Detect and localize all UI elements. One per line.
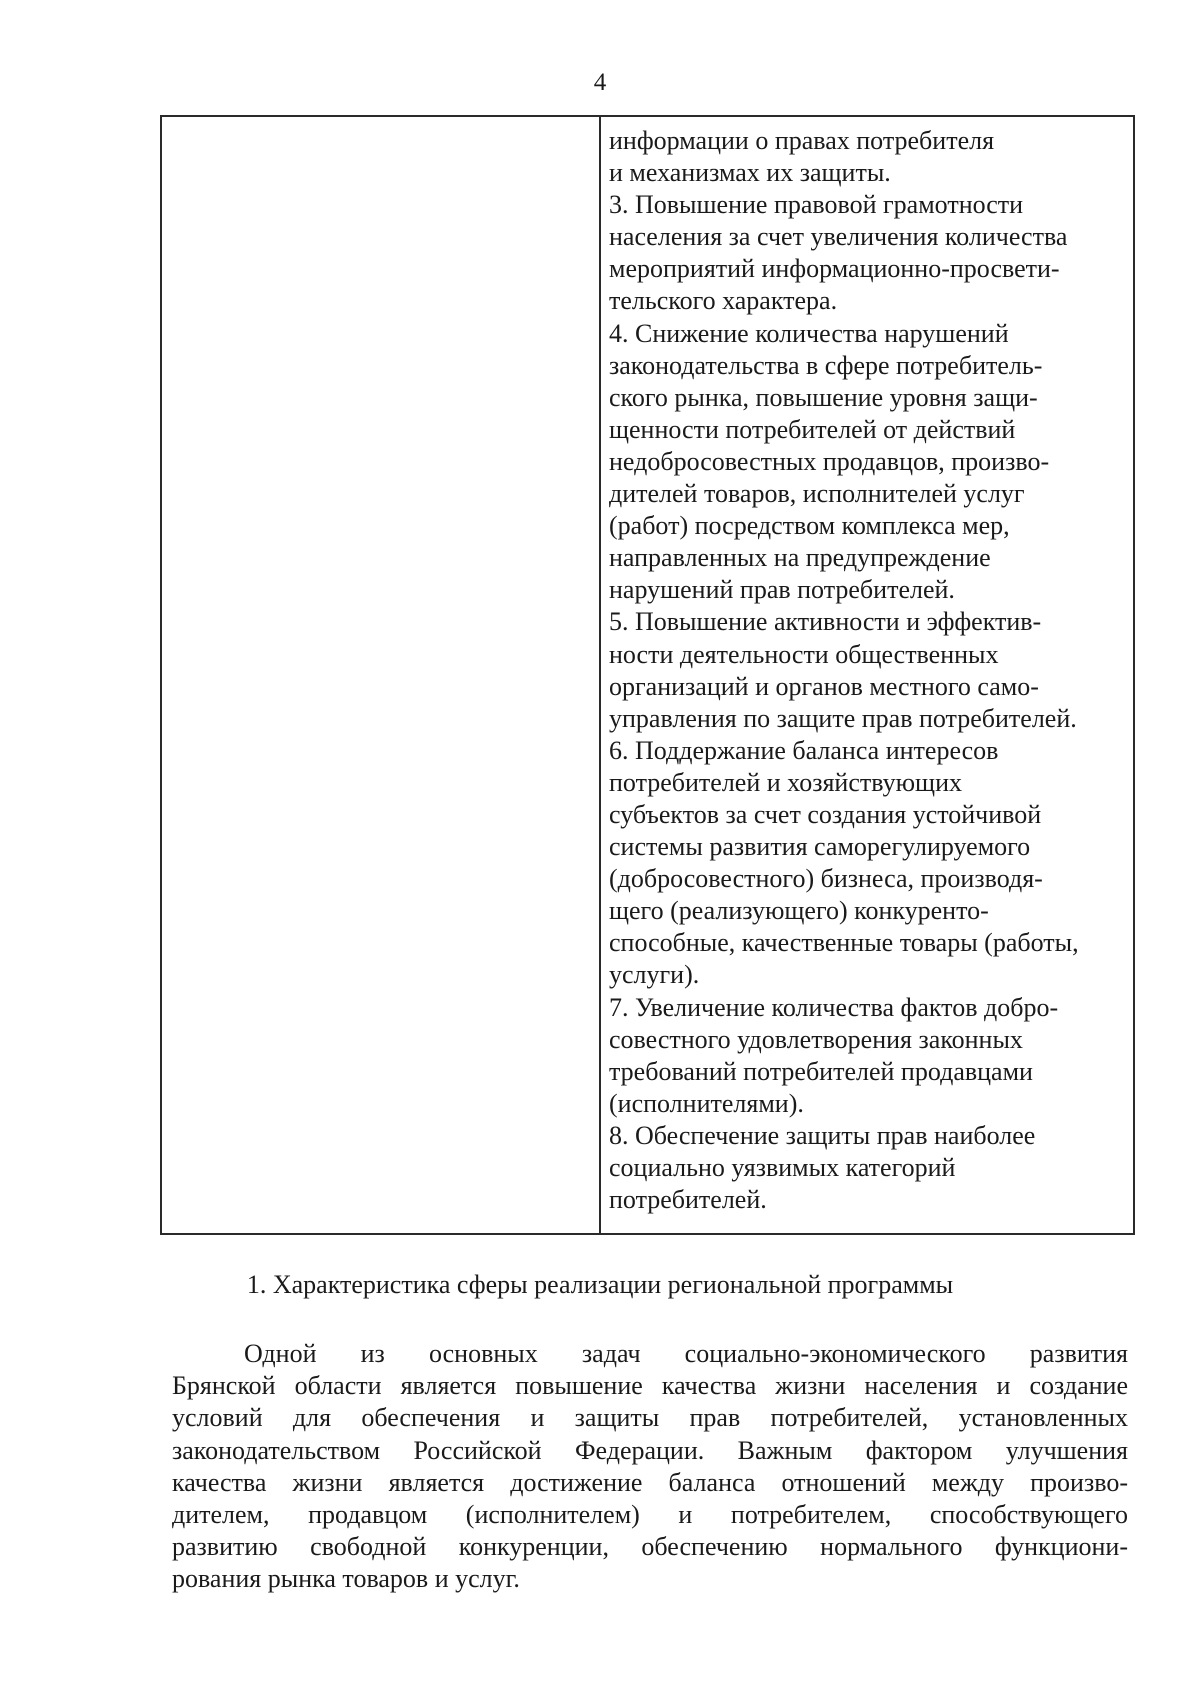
page-number: 4 <box>593 69 607 96</box>
cell-text-line: информации о правах потребителя <box>609 126 995 155</box>
paragraph-line: развитию свободной конкуренции, обеспечению нормального функциони- <box>172 1532 1128 1562</box>
cell-text-line: управления по защите прав потребителей. <box>609 703 1077 733</box>
cell-text-line: щего (реализующего) конкуренто- <box>609 896 989 926</box>
cell-text-line: щенности потребителей от действий <box>609 414 1016 444</box>
cell-text-line: 7. Увеличение количества фактов добро- <box>609 992 1059 1022</box>
cell-text-line: совестного удовлетворения законных <box>609 1024 1023 1054</box>
cell-text-line: мероприятий информационно-просвети- <box>609 254 1060 284</box>
body-paragraph <box>172 1338 1128 1596</box>
cell-text-line: (добросовестного) бизнеса, производя- <box>609 864 1043 894</box>
cell-text-line: 5. Повышение активности и эффектив- <box>609 607 1042 637</box>
paragraph-line: качества жизни является достижение баланса отношений между произво- <box>172 1467 1128 1497</box>
cell-text-line: нарушений прав потребителей. <box>609 575 955 605</box>
cell-text-line: услуги). <box>609 960 700 990</box>
program-passport-table <box>160 115 1135 1235</box>
cell-text-line: потребителей. <box>609 1185 767 1215</box>
cell-text-line: 8. Обеспечение защиты прав наиболее <box>609 1120 1036 1150</box>
paragraph-line: Одной из основных задач социально-экономического развития <box>244 1339 1128 1368</box>
cell-text-line: потребителей и хозяйствующих <box>609 767 962 797</box>
paragraph-line: условий для обеспечения и защиты прав потребителей, установленных <box>172 1403 1128 1433</box>
paragraph-line: Брянской области является повышение качества жизни населения и создание <box>172 1371 1128 1401</box>
cell-text-line: организаций и органов местного само- <box>609 671 1039 701</box>
cell-text-line: ности деятельности общественных <box>609 639 999 669</box>
paragraph-line: дителем, продавцом (исполнителем) и потребителем, способствующего <box>172 1500 1128 1530</box>
cell-text-line: ского рынка, повышение уровня защи- <box>609 382 1038 412</box>
cell-text-line: (работ) посредством комплекса мер, <box>609 511 1010 541</box>
column-divider <box>599 117 601 1233</box>
section-heading: 1. Характеристика сферы реализации региональной программы <box>246 1270 954 1299</box>
cell-text-line: способные, качественные товары (работы, <box>609 928 1079 958</box>
cell-text-line: 3. Повышение правовой грамотности <box>609 190 1024 220</box>
cell-text-line: недобросовестных продавцов, произво- <box>609 446 1050 476</box>
table-cell-expected-results <box>609 125 1129 1216</box>
cell-text-line: 6. Поддержание баланса интересов <box>609 735 999 765</box>
cell-text-line: социально уязвимых категорий <box>609 1153 956 1182</box>
cell-text-line: и механизмах их защиты. <box>609 158 891 188</box>
paragraph-line: законодательством Российской Федерации. Важным фактором улучшения <box>172 1435 1128 1465</box>
cell-text-line: направленных на предупреждение <box>609 543 991 573</box>
cell-text-line: системы развития саморегулируемого <box>609 832 1031 862</box>
cell-text-line: субъектов за счет создания устойчивой <box>609 799 1042 829</box>
cell-text-line: тельского характера. <box>609 286 838 316</box>
paragraph-line: рования рынка товаров и услуг. <box>172 1564 520 1594</box>
cell-text-line: (исполнителями). <box>609 1088 804 1118</box>
cell-text-line: 4. Снижение количества нарушений <box>609 318 1009 348</box>
cell-text-line: населения за счет увеличения количества <box>609 222 1068 252</box>
cell-text-line: законодательства в сфере потребитель- <box>609 350 1043 380</box>
cell-text-line: дителей товаров, исполнителей услуг <box>609 479 1025 509</box>
cell-text-line: требований потребителей продавцами <box>609 1056 1033 1086</box>
